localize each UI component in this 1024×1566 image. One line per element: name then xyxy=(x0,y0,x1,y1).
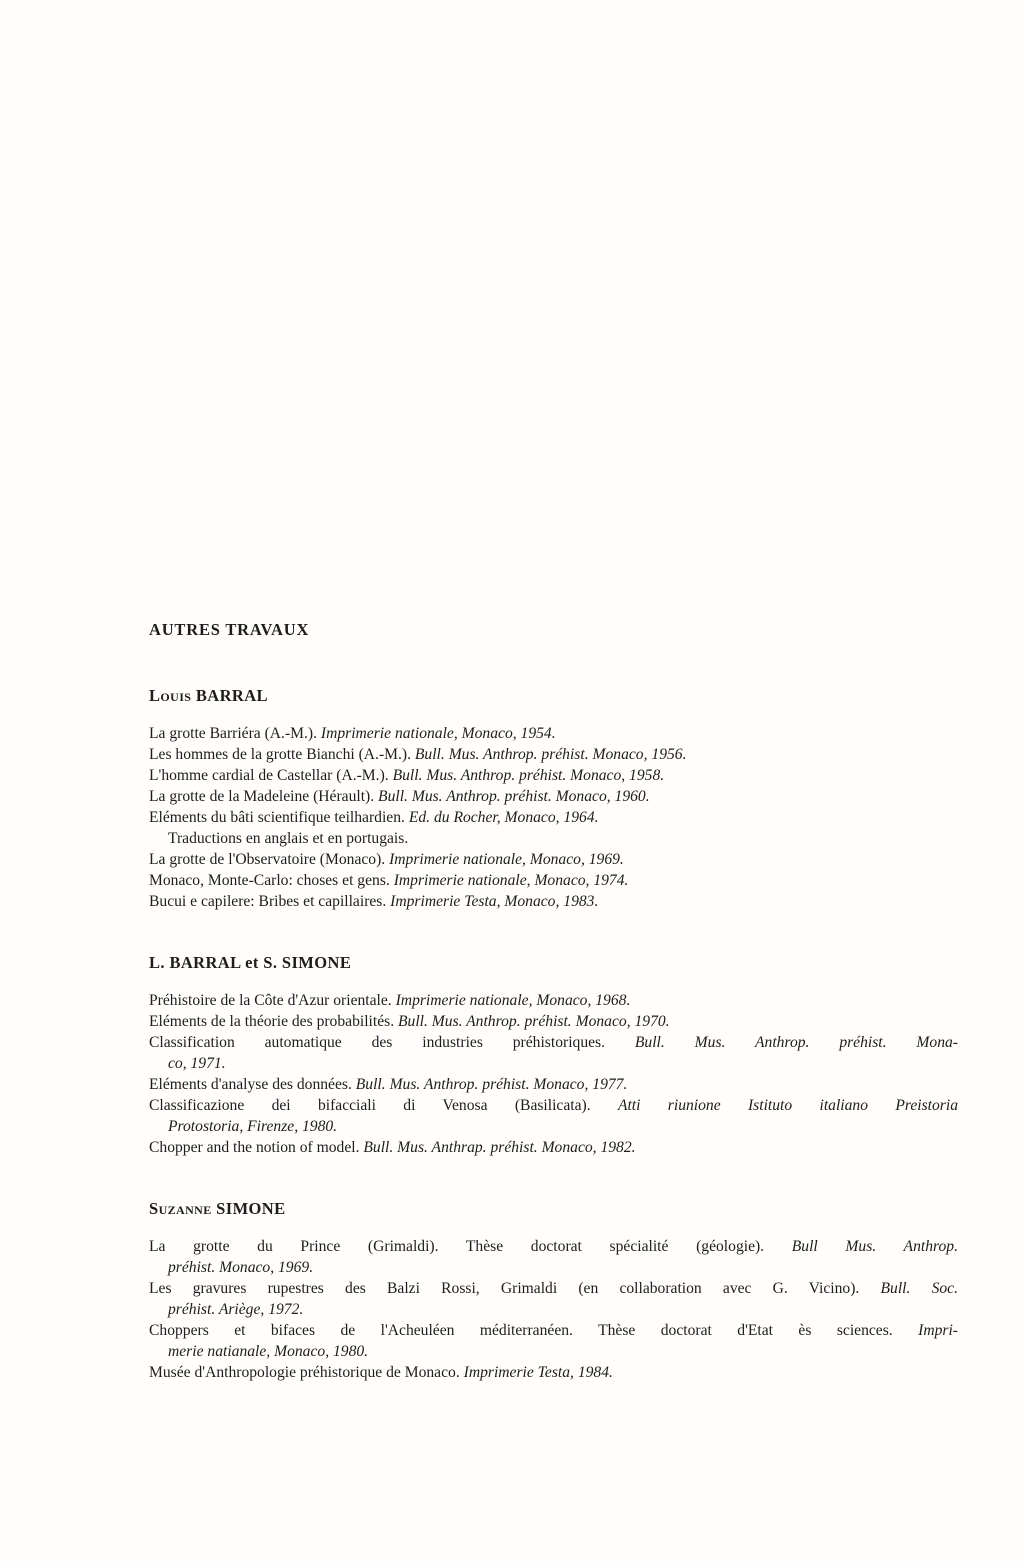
publication-reference: Imprimerie nationale, Monaco, 1969. xyxy=(389,851,624,868)
entry-line xyxy=(149,1074,958,1095)
bibliography-entry xyxy=(149,1032,958,1074)
publication-reference: préhist. Monaco, 1969. xyxy=(168,1259,314,1276)
entry-line xyxy=(149,786,958,807)
entry-line xyxy=(149,765,958,786)
bibliography-sections xyxy=(149,686,958,1383)
publication-reference: Bull Mus. Anthrop. xyxy=(791,1238,958,1255)
bibliography-entry xyxy=(149,1278,958,1320)
publication-reference: Impri- xyxy=(918,1322,958,1339)
work-title: Monaco, Monte-Carlo: choses et gens. xyxy=(149,872,394,889)
work-title: Eléments d'analyse des données. xyxy=(149,1076,356,1093)
work-title: L'homme cardial de Castellar (A.-M.). xyxy=(149,767,393,784)
entry-line xyxy=(149,744,958,765)
author-section xyxy=(149,1199,958,1383)
author-heading: Suzanne SIMONE xyxy=(149,1199,286,1218)
work-title: La grotte du Prince (Grimaldi). Thèse doctorat spécialité (géologie). xyxy=(149,1238,792,1255)
entry-line xyxy=(149,1032,958,1053)
publication-reference: Imprimerie nationale, Monaco, 1968. xyxy=(395,992,631,1009)
entry-line xyxy=(149,891,958,912)
page-title: AUTRES TRAVAUX xyxy=(149,620,310,639)
bibliography-entry xyxy=(149,1362,958,1383)
entry-line xyxy=(149,1278,958,1299)
work-title: Chopper and the notion of model. xyxy=(149,1139,364,1156)
publication-reference: Bull. Soc. xyxy=(880,1280,958,1297)
author-heading: L. BARRAL et S. SIMONE xyxy=(149,953,352,972)
work-title: La grotte de la Madeleine (Hérault). xyxy=(149,788,379,805)
work-title: Musée d'Anthropologie préhistorique de Monaco. xyxy=(149,1364,464,1381)
publication-reference: Bull. Mus. Anthrop. préhist. Monaco, 1960. xyxy=(378,788,650,805)
publication-reference: merie natianale, Monaco, 1980. xyxy=(168,1343,369,1360)
entry-line xyxy=(149,1095,958,1116)
work-title: Traductions en anglais et en portugais. xyxy=(168,830,409,847)
work-title: La grotte de l'Observatoire (Monaco). xyxy=(149,851,390,868)
entry-line xyxy=(149,1257,958,1278)
bibliography-entry xyxy=(149,807,958,828)
publication-reference: préhist. Ariège, 1972. xyxy=(168,1301,304,1318)
publication-reference: Bull. Mus. Anthrop. préhist. Monaco, 1970. xyxy=(398,1013,670,1030)
bibliography-entry xyxy=(149,849,958,870)
publication-reference: Bull. Mus. Anthrop. préhist. Monaco, 1956. xyxy=(414,746,687,763)
bibliography-entry xyxy=(149,765,958,786)
work-title: Préhistoire de la Côte d'Azur orientale. xyxy=(149,992,396,1009)
work-title: Eléments du bâti scientifique teilhardien. xyxy=(149,809,409,826)
bibliography-entry xyxy=(149,891,958,912)
author-section xyxy=(149,686,958,912)
bibliography-entry xyxy=(149,1320,958,1362)
publication-reference: Imprimerie Testa, Monaco, 1983. xyxy=(390,893,599,910)
entry-line xyxy=(149,1299,958,1320)
bibliography-entry xyxy=(149,723,958,744)
bibliography-entry xyxy=(149,786,958,807)
entry-line xyxy=(149,990,958,1011)
publication-reference: Imprimerie nationale, Monaco, 1974. xyxy=(393,872,629,889)
work-title: La grotte Barriéra (A.-M.). xyxy=(149,725,321,742)
work-title: Les gravures rupestres des Balzi Rossi, Grimaldi (en collaboration avec G. Vicino). xyxy=(149,1280,881,1297)
entry-line xyxy=(149,1341,958,1362)
publication-reference: Bull. Mus. Anthrop. préhist. Monaco, 1977. xyxy=(355,1076,628,1093)
entry-line xyxy=(149,1236,958,1257)
bibliography-entry xyxy=(149,990,958,1011)
entry-line xyxy=(149,723,958,744)
publication-reference: Atti riunione Istituto italiano Preistoria xyxy=(617,1097,959,1114)
entry-line xyxy=(149,870,958,891)
publication-reference: Imprimerie nationale, Monaco, 1954. xyxy=(320,725,556,742)
publication-reference: co, 1971. xyxy=(168,1055,226,1072)
bibliography-entry xyxy=(149,828,958,849)
entry-line xyxy=(149,1053,958,1074)
entry-line xyxy=(149,1011,958,1032)
bibliography-entry xyxy=(149,744,958,765)
bibliography-entry xyxy=(149,1011,958,1032)
page-content xyxy=(149,620,958,1383)
publication-reference: Protostoria, Firenze, 1980. xyxy=(168,1118,338,1135)
publication-reference: Bull. Mus. Anthrap. préhist. Monaco, 1982. xyxy=(363,1139,636,1156)
entry-line xyxy=(149,828,958,849)
author-section xyxy=(149,953,958,1158)
bibliography-entry xyxy=(149,1236,958,1278)
bibliography-entry xyxy=(149,1074,958,1095)
entry-line xyxy=(149,1320,958,1341)
work-title: Classificazione dei bifacciali di Venosa (Basilicata). xyxy=(149,1097,618,1114)
publication-reference: Bull. Mus. Anthrop. préhist. Mona- xyxy=(634,1034,958,1051)
entry-line xyxy=(149,849,958,870)
entry-line xyxy=(149,1116,958,1137)
work-title: Bucui e capilere: Bribes et capillaires. xyxy=(149,893,391,910)
entry-line xyxy=(149,807,958,828)
work-title: Les hommes de la grotte Bianchi (A.-M.). xyxy=(149,746,415,763)
entry-line xyxy=(149,1137,958,1158)
entry-line xyxy=(149,1362,958,1383)
author-heading: Louis BARRAL xyxy=(149,686,268,705)
publication-reference: Bull. Mus. Anthrop. préhist. Monaco, 1958. xyxy=(392,767,665,784)
publication-reference: Imprimerie Testa, 1984. xyxy=(463,1364,613,1381)
bibliography-entry xyxy=(149,1095,958,1137)
publication-reference: Ed. du Rocher, Monaco, 1964. xyxy=(408,809,599,826)
bibliography-entry xyxy=(149,1137,958,1158)
work-title: Choppers et bifaces de l'Acheuléen méditerranéen. Thèse doctorat d'Etat ès sciences. xyxy=(149,1322,919,1339)
work-title: Classification automatique des industries préhistoriques. xyxy=(149,1034,635,1051)
work-title: Eléments de la théorie des probabilités. xyxy=(149,1013,398,1030)
bibliography-entry xyxy=(149,870,958,891)
